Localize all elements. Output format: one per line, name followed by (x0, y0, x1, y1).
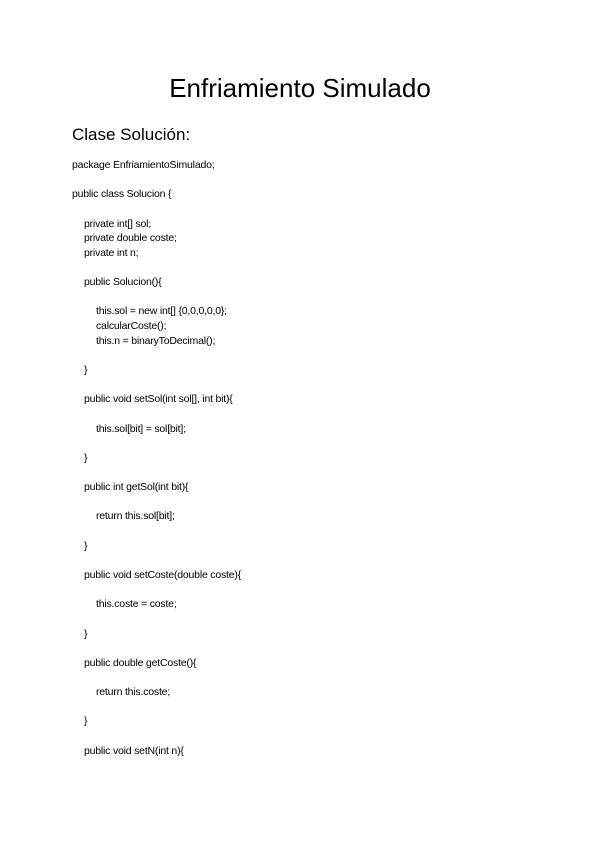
code-line: calcularCoste(); (96, 320, 167, 333)
code-line (72, 436, 532, 451)
code-line (72, 290, 532, 305)
code-line (72, 524, 532, 539)
code-line: } (84, 363, 88, 376)
code-line (72, 202, 532, 217)
code-line: public void setCoste(double coste){ (84, 568, 242, 581)
code-line: this.n = binaryToDecimal(); (96, 334, 216, 347)
code-block (72, 158, 532, 758)
code-line: private int[] sol; (84, 217, 152, 230)
code-line: private double coste; (84, 232, 177, 245)
code-line: private int n; (84, 246, 139, 259)
code-line (72, 173, 532, 188)
code-line: public Solucion(){ (84, 276, 162, 289)
code-line (72, 612, 532, 627)
code-line: public double getCoste(){ (84, 656, 197, 669)
document-title: Enfriamiento Simulado (169, 73, 431, 103)
code-line: package EnfriamientoSimulado; (72, 159, 215, 171)
code-line (72, 729, 532, 744)
code-line: } (84, 715, 88, 728)
code-line: } (84, 539, 88, 552)
code-line: public void setN(int n){ (84, 744, 184, 757)
code-line (72, 260, 532, 275)
code-line: } (84, 451, 88, 464)
code-line (72, 378, 532, 393)
code-line (72, 407, 532, 422)
section-heading: Clase Solución: (72, 125, 191, 144)
code-line (72, 465, 532, 480)
code-line (72, 495, 532, 510)
code-line: this.sol[bit] = sol[bit]; (96, 422, 186, 435)
code-line (72, 583, 532, 598)
code-line (72, 641, 532, 656)
code-line: this.coste = coste; (96, 598, 177, 611)
code-line: public int getSol(int bit){ (84, 481, 189, 494)
code-line: } (84, 627, 88, 640)
code-line (72, 348, 532, 363)
code-line: return this.sol[bit]; (96, 510, 175, 523)
code-line (72, 700, 532, 715)
code-line (72, 553, 532, 568)
code-line: this.sol = new int[] {0,0,0,0,0}; (96, 305, 227, 318)
code-line: public void setSol(int sol[], int bit){ (84, 393, 233, 406)
code-line: public class Solucion { (72, 188, 172, 201)
code-line (72, 670, 532, 685)
code-line: return this.coste; (96, 686, 171, 699)
